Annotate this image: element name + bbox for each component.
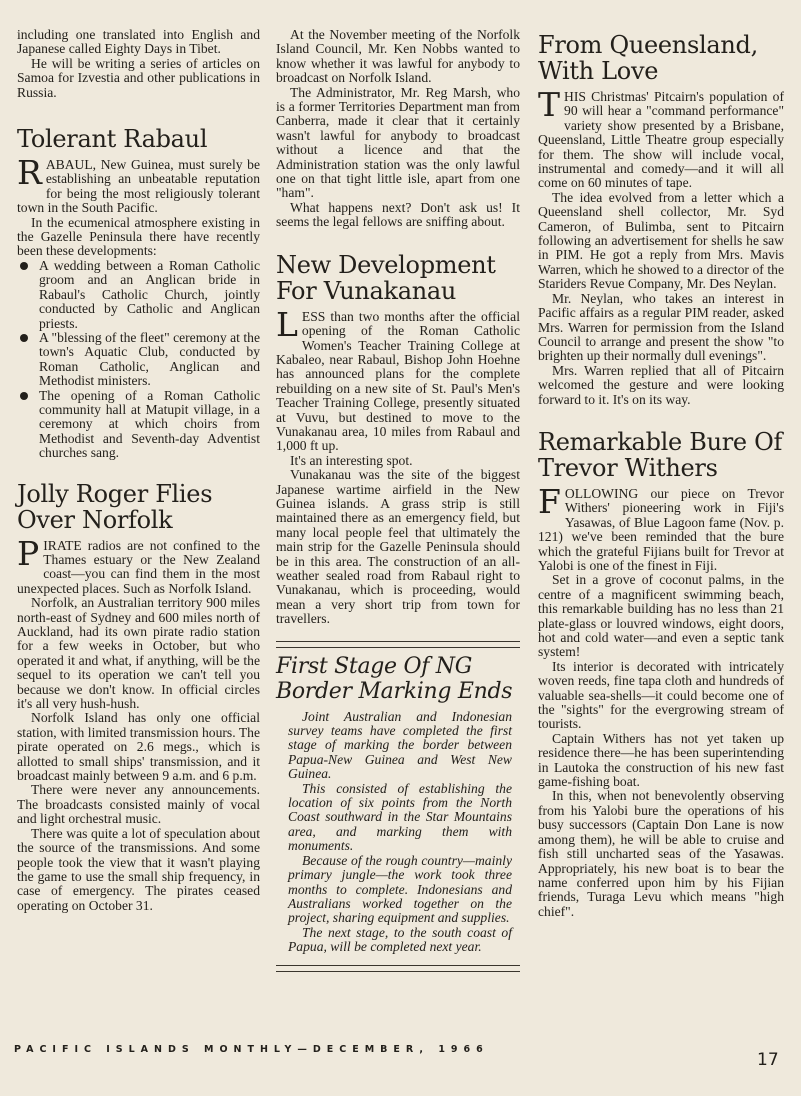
column-right	[538, 28, 784, 919]
paragraph: The Administrator, Mr. Reg Marsh, who is a former Territories Department man from Canberra, made it clear that it certainly wasn't lawful for anybody to broadcast without a licence and that the Administration station was the only lawful one on that tight little isle, apart from one "ham".	[276, 84, 520, 201]
lead-text: IRATE radios are not confined to the Thames estuary or the New Zealand coast—you can find them in the most unexpected places. Such as Norfolk Island.	[17, 537, 260, 596]
lead-paragraph	[538, 85, 784, 191]
paragraph: In this, when not benevolently observing from his Yalobi bure the operations of his busy successors (Captain Don Lane is now among them), he will be able to cruise and fish still uncharted seas of the Yasawas. Appropriately, his new boat is to bear the name conferred upon him by his Fijian friends, Turaga Levu which means "high chief".	[538, 788, 784, 919]
italic-paragraph: The next stage, to the south coast of Papua, will be completed next year.	[288, 924, 512, 955]
drop-cap: L	[276, 304, 298, 344]
paragraph: There were never any announcements. The broadcasts consisted mainly of vocal and light orchestral music.	[17, 782, 260, 827]
lead-text: OLLOWING our piece on Trevor Withers' pioneering work in Fiji's Yasawas, of Blue Lagoon fame (Nov. p. 121) we've been reminded that the bure which the grateful Fijians built for Trevor at Yalobi is one of the finest in Fiji.	[538, 485, 784, 573]
column-left	[17, 28, 260, 913]
drop-cap: F	[538, 481, 561, 521]
lead-text: HIS Christmas' Pitcairn's population of 90 will hear a "command performance" variety show presented by a Brisbane, Queensland, Little Theatre group especially for them. The show will include vocal, instrumental and comedy—and it will all come on 60 minutes of tape.	[538, 89, 784, 191]
section-rule	[276, 965, 520, 972]
bullet-item: The opening of a Roman Catholic community hall at Matupit village, in a ceremony at which choirs from Methodist and Seventh-day Adventist churches sang.	[17, 389, 260, 461]
italic-paragraph: Joint Australian and Indonesian survey teams have completed the first stage of marking the border between Papua-New Guinea and West New Guinea.	[288, 708, 512, 782]
drop-cap: T	[538, 85, 561, 124]
lead-paragraph	[538, 481, 784, 573]
paragraph: Set in a grove of coconut palms, in the centre of a magnificent swimming beach, this remarkable building has no less than 21 plate-glass or louvred windows, eight doors, hot and cold water—and even a septic tank system!	[538, 572, 784, 660]
column-middle	[276, 28, 520, 972]
headline-queensland: From Queensland, With Love	[538, 31, 758, 85]
section-rule	[276, 641, 520, 648]
paragraph: Captain Withers has not yet taken up residence there—he has been superintending in Lautoka the construction of his new fast game-fishing boat.	[538, 730, 784, 790]
paragraph: Vunakanau was the site of the biggest Japanese wartime airfield in the New Guinea islands. A grass strip is still maintained there as an emergency field, but many local people feel that ultimately the main strip for the Gazelle Peninsula should be in this area. The construction of an all-weather sealed road from Rabaul right to Vunakanau, which is proceeding, would mean a very short trip from town for travellers.	[276, 467, 520, 627]
paragraph: Its interior is decorated with intricately woven reeds, fine tapa cloth and hundreds of valuable sea-shells—it could become one of the "sights" for the evergrowing stream of tourists.	[538, 658, 784, 732]
paragraph: There was quite a lot of speculation about the source of the transmissions. And some people took the view that it wasn't playing the game to use the small ship frequency, in case of emergency. The pirates ceased operating on October 31.	[17, 825, 260, 913]
paragraph: Mrs. Warren replied that all of Pitcairn welcomed the gesture and were looking forward to it. It's on its way.	[538, 362, 784, 407]
lead-paragraph	[17, 533, 260, 597]
drop-cap: P	[17, 533, 40, 573]
paragraph: Mr. Neylan, who takes an interest in Pacific affairs as a regular PIM reader, asked Mrs. Warren for permission from the Island Council to arrange and present the show "to brighten up their normally dull evenings".	[538, 290, 784, 364]
paragraph: He will be writing a series of articles on Samoa for Izvestia and other publications in Russia.	[17, 55, 260, 100]
paragraph: including one translated into English and Japanese called Eighty Days in Tibet.	[17, 27, 260, 57]
paragraph: Norfolk Island has only one official station, with limited transmission hours. The pirate operated on 2.6 megs., which is allotted to small ships' transmission, and it broadcast mainly between 9 a.m. and 6 p.m.	[17, 710, 260, 784]
italic-paragraph: Because of the rough country—mainly primary jungle—the work took three months to complete. Indonesians and Australians worked together on the project, sharing equipment and supplies.	[288, 852, 512, 926]
bullet-item: A "blessing of the fleet" ceremony at the town's Aquatic Club, conducted by Roman Catholic, Anglican and Methodist ministers.	[17, 331, 260, 389]
paragraph: In the ecumenical atmosphere existing in the Gazelle Peninsula there have recently been these developments:	[17, 214, 260, 259]
lead-text: ESS than two months after the official opening of the Roman Catholic Women's Teacher Training College at Kabaleo, near Rabaul, Bishop John Hoehne has announced plans for the complete rebuilding on a new site of St. Paul's Men's Teacher Training College, presently situated at Vuvu, but destined to move to the Vunakanau area, 10 miles from Rabaul and 1,000 ft up.	[276, 308, 520, 454]
paragraph: The idea evolved from a letter which a Queensland shell collector, Mr. Syd Cameron, of Bulimba, sent to Pitcairn following an advertisement for shells he saw in PIM. He got a reply from Mrs. Mavis Warren, which he showed to a director of the Stariders Revue Company, Mr. Des Neylan.	[538, 189, 784, 292]
paragraph: What happens next? Don't ask us! It seems the legal fellows are sniffing about.	[276, 199, 520, 230]
page-footer: PACIFIC ISLANDS MONTHLY—DECEMBER, 1966	[14, 1044, 489, 1055]
italic-paragraph: This consisted of establishing the location of six points from the North Coast southward in the Star Mountains area, and marking them with monuments.	[288, 780, 512, 854]
lead-text: ABAUL, New Guinea, must surely be establishing an unbeatable reputation for being the most religiously tolerant town in the South Pacific.	[17, 157, 260, 216]
page-number: 17	[757, 1050, 779, 1070]
paragraph: Norfolk, an Australian territory 900 miles north-east of Sydney and 600 miles north of Auckland, had its own pirate radio station for a few weeks in October, but who operated it and what, if anything, will be the sequel to its operation we can't tell you because we don't know. In official circles it's all very hush-hush.	[17, 595, 260, 712]
headline-vunakanau: New Development For Vunakanau	[276, 250, 496, 305]
headline-jolly-roger: Jolly Roger Flies Over Norfolk	[17, 479, 213, 534]
paragraph: It's an interesting spot.	[290, 452, 413, 468]
bullet-item: A wedding between a Roman Catholic groom and an Anglican bride in Rabaul's Catholic Church, jointly conducted by Catholic and Anglican priests.	[17, 259, 260, 331]
lead-paragraph	[17, 153, 260, 216]
headline-bure: Remarkable Bure Of Trevor Withers	[538, 427, 783, 482]
headline-border-marking: First Stage Of NG Border Marking Ends	[276, 653, 513, 704]
bullet-list	[17, 259, 260, 461]
lead-paragraph	[276, 304, 520, 454]
paragraph: At the November meeting of the Norfolk Island Council, Mr. Ken Nobbs wanted to know whether it was lawful for anybody to broadcast on Norfolk Island.	[276, 27, 520, 86]
drop-cap: R	[17, 153, 42, 193]
headline-tolerant-rabaul: Tolerant Rabaul	[17, 125, 208, 154]
